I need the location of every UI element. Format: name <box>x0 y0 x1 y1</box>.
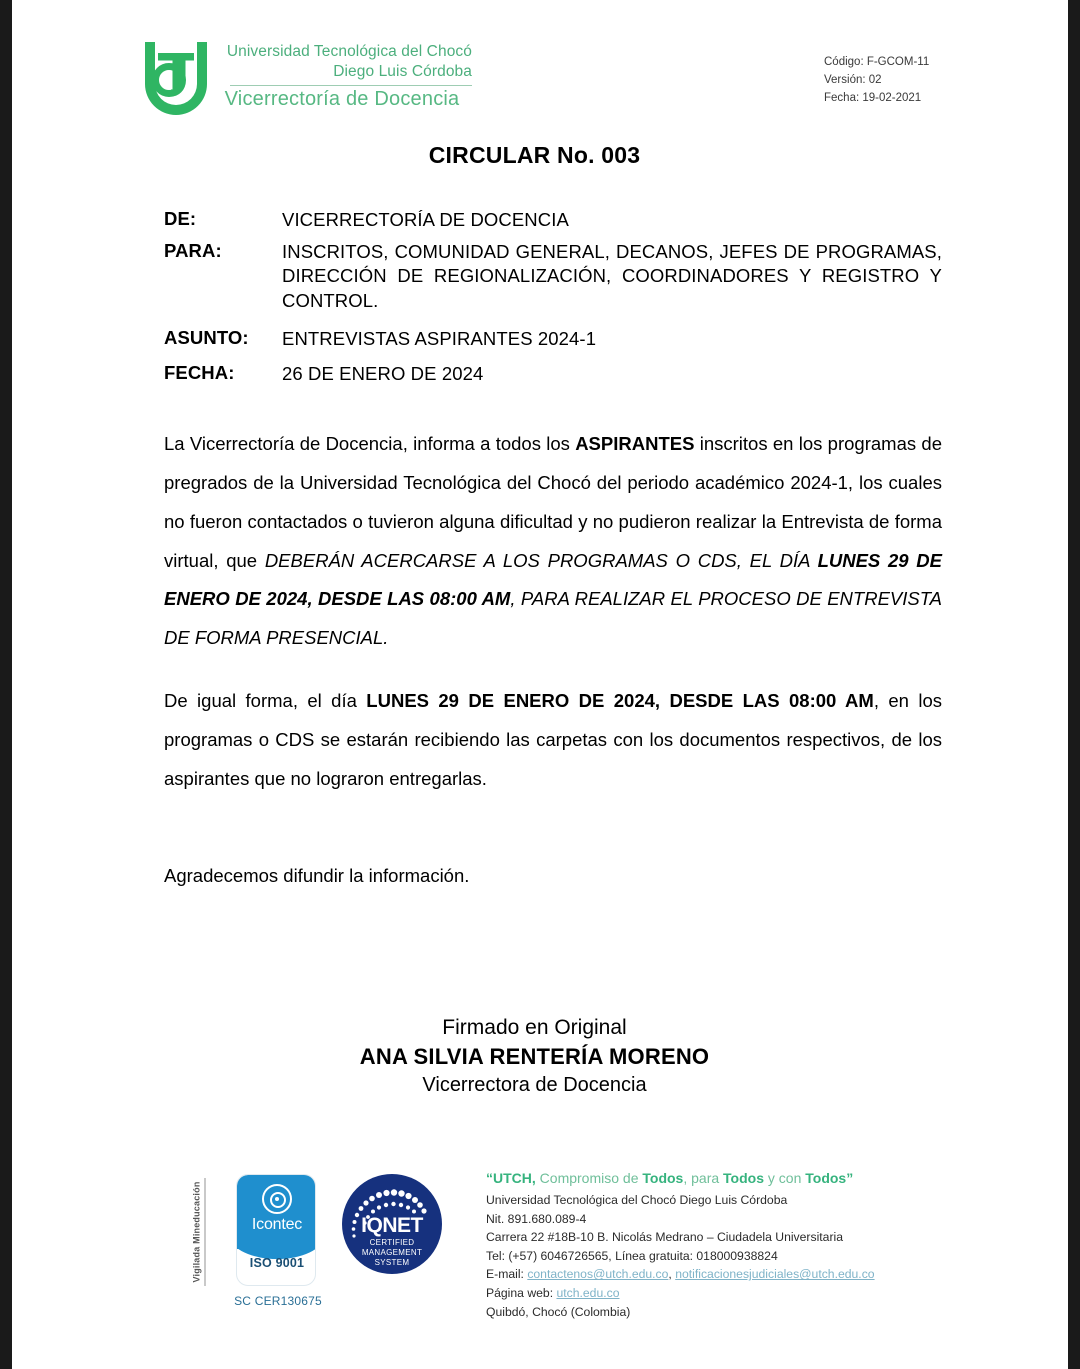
iqnet-subtitle <box>342 1238 442 1268</box>
vigilada-divider <box>204 1178 206 1286</box>
organization-name-block <box>212 42 472 111</box>
iqnet-badge <box>342 1174 442 1274</box>
slogan-mid-3: y con <box>764 1170 806 1186</box>
doc-date: Fecha: 19-02-2021 <box>824 91 922 104</box>
certificate-number: SC CER130675 <box>234 1294 322 1308</box>
footer-email-label: E-mail: <box>486 1267 528 1282</box>
value-de: VICERRECTORÍA DE DOCENCIA <box>282 209 569 230</box>
document-page <box>12 0 1068 1369</box>
footer-university-name: Universidad Tecnológica del Chocó Diego Luis Córdoba <box>486 1193 788 1208</box>
footer-city: Quibdó, Chocó (Colombia) <box>486 1304 631 1319</box>
footer-website-link[interactable]: utch.edu.co <box>556 1286 620 1300</box>
footer-email-row <box>486 1265 956 1284</box>
p1-aspirantes: ASPIRANTES <box>575 433 695 454</box>
meta-fields <box>164 208 942 394</box>
body-paragraph-2 <box>164 682 942 799</box>
slogan-open: “UTCH, <box>486 1170 536 1186</box>
page-title: CIRCULAR No. 003 <box>428 142 641 168</box>
body-paragraph-1 <box>164 425 942 658</box>
doc-code: Código: F-GCOM-11 <box>824 56 930 68</box>
footer-web-label: Página web: <box>486 1286 557 1300</box>
footer-nit: Nit. 891.680.089-4 <box>486 1211 587 1226</box>
p1-part-d: DEBERÁN ACERCARSE A LOS PROGRAMAS O CDS, EL DÍA <box>264 549 818 571</box>
doc-version: Versión: 02 <box>824 73 882 86</box>
document-header <box>12 30 1057 125</box>
org-subtitle: Vicerrectoría de Docencia <box>224 87 460 110</box>
org-line-2: Diego Luis Córdoba <box>333 63 472 81</box>
utch-emblem-icon <box>137 38 215 118</box>
icontec-wordmark: Icontec <box>251 1216 303 1233</box>
meta-row-para <box>164 240 942 314</box>
body-paragraph-3: Agradecemos difundir la información. <box>164 864 470 886</box>
org-line-1: Universidad Tecnológica del Chocó <box>226 43 472 60</box>
signatory-title: Vicerrectora de Docencia <box>422 1074 647 1097</box>
document-code-block <box>824 54 929 107</box>
slogan-todos-1: Todos <box>642 1170 684 1186</box>
vigilada-text: Vigilada Mineducación <box>192 1181 202 1283</box>
slogan-todos-3: Todos” <box>805 1170 854 1186</box>
document-sheet <box>12 0 1057 1369</box>
footer-contact-block <box>486 1168 956 1321</box>
signatory-name: ANA SILVIA RENTERÍA MORENO <box>359 1044 710 1070</box>
label-fecha: FECHA: <box>164 361 235 383</box>
p1-date-emphasis: LUNES 29 DE ENERO DE 2024, DESDE LAS 08:00 AM <box>164 549 942 610</box>
value-fecha: 26 DE ENERO DE 2024 <box>282 362 484 384</box>
icontec-spiral-icon <box>262 1184 292 1214</box>
p2-part-a: De igual forma, el día <box>164 690 367 712</box>
footer-email-link-2[interactable]: notificacionesjudiciales@utch.edu.co <box>675 1267 875 1282</box>
header-divider <box>230 85 472 86</box>
iqnet-wordmark: IQNET <box>361 1214 423 1237</box>
footer-phone: Tel: (+57) 6046726565, Línea gratuita: 018000938824 <box>486 1248 778 1263</box>
iqnet-sub-3: SYSTEM <box>374 1258 410 1267</box>
body-spacer <box>164 823 942 857</box>
signature-block <box>12 1014 1057 1099</box>
iqnet-sub-2: MANAGEMENT <box>361 1248 423 1257</box>
p2-date-emphasis: LUNES 29 DE ENERO DE 2024, DESDE LAS 08:00 AM <box>366 690 874 712</box>
footer-slogan <box>486 1168 956 1189</box>
footer-email-link-1[interactable]: contactenos@utch.edu.co <box>527 1267 669 1282</box>
footer-web-row <box>486 1284 956 1303</box>
icontec-iso9001-badge <box>236 1174 316 1286</box>
slogan-mid-2: , para <box>683 1170 724 1186</box>
p1-part-f: , PARA REALIZAR EL PROCESO DE ENTREVISTA DE FORMA PRESENCIAL. <box>164 588 943 649</box>
meta-row-fecha <box>164 362 942 387</box>
p1-part-c: inscritos en los programas de pregrados de la Universidad Tecnológica del Chocó del periodo académico 2024-1, los cuales no fueron contactados o tuvieron alguna dificultad y no pudieron realizar la Entrevista de forma virtual, que <box>164 433 942 571</box>
label-para: PARA: <box>164 239 222 261</box>
meta-row-de <box>164 208 942 233</box>
label-asunto: ASUNTO: <box>164 327 249 349</box>
meta-row-asunto <box>164 327 942 352</box>
label-de: DE: <box>164 208 197 229</box>
slogan-todos-2: Todos <box>723 1170 765 1186</box>
p2-part-c: , en los programas o CDS se estarán recibiendo las carpetas con los documentos respectivos, de los aspirantes que no lograron entregarlas. <box>164 690 942 789</box>
footer-address: Carrera 22 #18B-10 B. Nicolás Medrano – Ciudadela Universitaria <box>486 1230 844 1245</box>
slogan-mid-1: Compromiso de <box>535 1170 643 1186</box>
value-para: INSCRITOS, COMUNIDAD GENERAL, DECANOS, JEFES DE PROGRAMAS, DIRECCIÓN DE REGIONALIZACIÓN, COORDINADORES Y REGISTRO Y CONTROL. <box>282 240 942 311</box>
footer-email-separator: , <box>668 1267 676 1282</box>
value-asunto: ENTREVISTAS ASPIRANTES 2024-1 <box>282 328 597 350</box>
signature-note: Firmado en Original <box>442 1016 627 1039</box>
iqnet-sub-1: CERTIFIED <box>369 1238 415 1247</box>
document-body <box>164 425 942 895</box>
icontec-iso-label: ISO 9001 <box>249 1256 305 1270</box>
p1-part-a: La Vicerrectoría de Docencia, informa a todos los <box>164 433 576 454</box>
